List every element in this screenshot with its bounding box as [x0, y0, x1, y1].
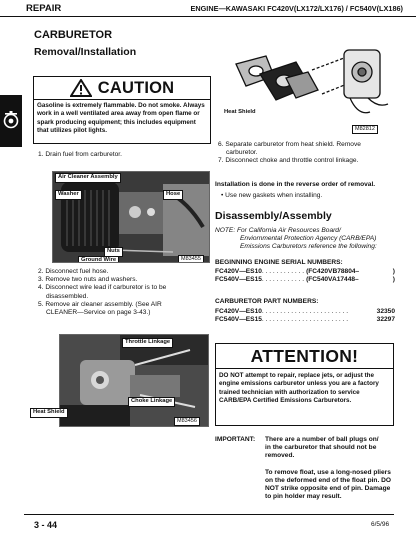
part-leader: . . . . . . . . . . . . . . . . . . . . . . . .	[261, 308, 349, 315]
step-5-cont: CLEANER—Service on page 3-43.)	[46, 309, 151, 317]
air-cleaner-illustration	[53, 172, 210, 263]
serial-list	[215, 268, 395, 284]
section-tab	[0, 95, 22, 147]
step-5: 5. Remove air cleaner assembly. (See AIR	[38, 300, 162, 308]
engine-label: ENGINE—KAWASAKI FC420V(LX172/LX176) / FC540V(LX186)	[190, 4, 403, 13]
attention-text: DO NOT attempt to repair, replace jets, or adjust the engine emissions carburetor unless you are a factory trained technician with authorization to service CARB/EPA Certified Emissions Carburetors.	[219, 372, 379, 404]
installation-heading: Installation is done in the reverse order of removal.	[215, 181, 376, 188]
label-throttle-linkage: Throttle Linkage	[122, 338, 173, 348]
serial-heading: BEGINNING ENGINE SERIAL NUMBERS:	[215, 259, 343, 266]
important-para: To remove float, use a long-nosed pliers on the deformed end of the float pin. DO NOT strike opposite end of pin. Damage to pin holder may result.	[265, 468, 392, 501]
label-washer: Washer	[55, 190, 82, 200]
caution-box	[33, 76, 211, 144]
attention-box	[215, 343, 394, 426]
revision-date: 6/5/96	[371, 521, 390, 528]
page-title: CARBURETOR	[34, 29, 113, 41]
serial-model: FC540V—ES15	[215, 276, 262, 284]
disassembly-note	[215, 227, 395, 252]
page-subtitle: Removal/Installation	[34, 46, 137, 58]
part-model: FC540V—ES15	[215, 316, 262, 324]
serial-close: )	[392, 268, 395, 275]
figure-id: M83455	[178, 255, 204, 263]
page-header	[0, 0, 416, 17]
note-line-3: Emissions Carburetors reference the following:	[240, 243, 377, 251]
label-hose: Hose	[163, 190, 183, 200]
serial-leader: . . . . . . . . . . . .	[261, 268, 305, 275]
serial-value: (FC420VB78804–	[306, 268, 360, 275]
attention-heading: ATTENTION!	[216, 344, 393, 369]
part-value: 32350	[376, 308, 395, 315]
engine-icon	[2, 110, 20, 130]
figure-carburetor-linkage-photo	[59, 334, 209, 427]
serial-model: FC420V—ES10	[215, 268, 262, 275]
step-4-cont: disassembled.	[46, 292, 89, 300]
step-1: 1. Drain fuel from carburetor.	[38, 151, 122, 158]
part-row	[215, 316, 395, 324]
label-air-cleaner-assembly: Air Cleaner Assembly	[55, 173, 121, 183]
label-nuts: Nuts	[104, 247, 123, 257]
important-line-1: There are a number of ball plugs on/	[265, 436, 379, 443]
label-choke-linkage: Choke Linkage	[128, 397, 175, 407]
serial-leader: . . . . . . . . . . . .	[261, 276, 305, 284]
important-line-2: in the carburetor that should not be removed.	[265, 444, 377, 460]
step-6: 6. Separate carburetor from heat shield. Remove	[218, 141, 361, 148]
important-row	[215, 436, 397, 444]
step-7: 7. Disconnect choke and throttle control linkage.	[218, 157, 359, 165]
page-number: 3 - 44	[34, 520, 58, 530]
figure-id: M83456	[174, 417, 200, 426]
note-line-1: NOTE: For California Air Resources Board/	[215, 227, 341, 234]
part-heading: CARBURETOR PART NUMBERS:	[215, 298, 319, 305]
part-leader: . . . . . . . . . . . . . . . . . . . . . . . .	[261, 316, 349, 324]
installation-bullet: • Use new gaskets when installing.	[221, 192, 323, 199]
section-label: REPAIR	[26, 3, 62, 14]
label-heat-shield: Heat Shield	[30, 408, 68, 418]
caution-header	[34, 77, 210, 100]
figure-air-cleaner-photo	[52, 171, 210, 263]
heat-shield-illustration	[218, 42, 396, 134]
step-2: 2. Disconnect fuel hose.	[38, 268, 109, 275]
steps-2-5	[38, 268, 214, 317]
part-value: 32297	[376, 316, 395, 324]
note-line-2: Enviornmental Protection Agency (CARB/EPA)	[240, 235, 377, 243]
step-4: 4. Disconnect wire lead if carburetor is to be	[38, 284, 167, 292]
serial-row	[215, 268, 395, 276]
carburetor-linkage-illustration	[60, 335, 209, 427]
warning-triangle-icon	[70, 79, 92, 97]
serial-value: (FC540VA17448–	[306, 276, 359, 284]
caution-heading: CAUTION	[97, 78, 175, 97]
label-ground-wire: Ground Wire	[78, 256, 119, 263]
figure-id: M82812	[352, 125, 378, 134]
serial-close: )	[392, 276, 395, 284]
steps-6-7	[218, 141, 398, 166]
figure-heat-shield-exploded	[218, 42, 396, 134]
label-heat-shield: Heat Shield	[224, 109, 256, 115]
part-list	[215, 308, 395, 324]
serial-row	[215, 276, 395, 284]
footer-rule	[24, 514, 394, 515]
part-row	[215, 308, 395, 316]
important-block	[215, 436, 397, 501]
step-6-cont: carburetor.	[226, 149, 258, 157]
part-model: FC420V—ES10	[215, 308, 262, 315]
important-label: IMPORTANT:	[215, 436, 256, 443]
disassembly-title: Disassembly/Assembly	[215, 210, 332, 222]
caution-text: Gasoline is extremely flammable. Do not smoke. Always work in a well ventilated area away from open flame or spark producing equipment; this includes equipment that utilizes pilot lights.	[37, 102, 205, 134]
step-3: 3. Remove two nuts and washers.	[38, 276, 138, 284]
